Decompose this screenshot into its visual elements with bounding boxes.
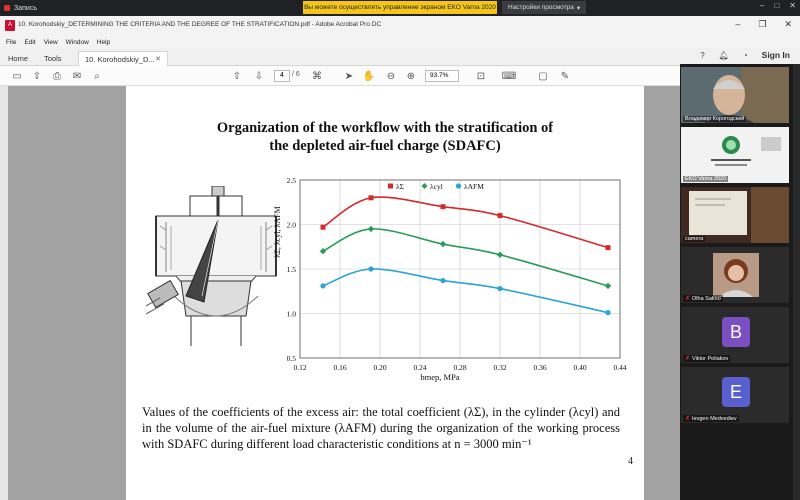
x-tick-label: 0.40 <box>573 363 587 372</box>
record-icon <box>4 5 10 11</box>
acrobat-window-controls <box>735 19 792 30</box>
y-tick-label: 2.5 <box>286 176 296 185</box>
remote-control-banner: Вы можете осуществлять управление экраном EKO Varna 2020 <box>303 1 497 14</box>
tab-bar-right <box>700 50 790 60</box>
tab-tools[interactable]: Tools <box>44 54 62 63</box>
recording-label: Запись <box>14 4 37 12</box>
y-tick-label: 1.5 <box>286 265 296 274</box>
save-icon[interactable]: ▭ <box>12 70 22 82</box>
slide-caption: Values of the coefficients of the excess air: the total coefficient (λΣ), in the cylinder (λcyl) and in the volume of the air-fuel mixture (λAFM) during the organization of the working process with SDAFC during different load characteristic conditions at n = 3000 min⁻¹ <box>142 405 620 451</box>
previous-page-icon[interactable]: ⇧ <box>232 70 242 82</box>
zoom-top-bar <box>0 0 800 16</box>
tab-document[interactable] <box>78 51 168 66</box>
maximize-icon[interactable]: □ <box>774 1 780 10</box>
y-tick-label: 1.0 <box>286 309 296 319</box>
data-point <box>606 245 611 250</box>
series-line <box>323 197 608 248</box>
left-panel-toggle[interactable] <box>0 86 8 500</box>
next-page-icon[interactable]: ⇩ <box>254 70 264 82</box>
sign-in-button[interactable]: Sign In <box>761 50 790 60</box>
chart-series <box>320 195 611 315</box>
close-icon[interactable]: ✕ <box>155 56 161 63</box>
participant-tile[interactable] <box>680 306 790 364</box>
select-tool-icon[interactable]: ➤ <box>344 70 354 82</box>
chevron-down-icon: ▾ <box>576 4 581 12</box>
search-icon[interactable]: ⌕ <box>94 70 100 82</box>
recording-indicator[interactable] <box>4 2 37 14</box>
x-tick-label: 0.16 <box>333 363 347 372</box>
data-point <box>441 204 446 209</box>
slide-title-line-2: the depleted air-fuel charge (SDAFC) <box>269 138 501 154</box>
legend-label: λAFM <box>464 182 484 191</box>
zoom-in-icon[interactable]: ⊕ <box>406 70 416 82</box>
data-point <box>497 286 502 291</box>
legend-marker <box>456 183 461 188</box>
legend-marker <box>388 184 393 189</box>
menu-window[interactable]: Window <box>65 38 89 46</box>
participant-name: ✗ Olha Sakno <box>685 295 721 302</box>
minimize-icon[interactable]: – <box>760 1 765 10</box>
menu-file[interactable]: File <box>6 38 17 46</box>
page-number-input[interactable]: 4 <box>274 70 290 82</box>
participant-tile[interactable] <box>680 66 790 124</box>
tab-document-label: 10. Korohodskiy_D... <box>85 54 155 64</box>
data-point <box>605 310 610 315</box>
restore-icon[interactable]: ❐ <box>758 19 767 29</box>
acrobat-app-icon: A <box>5 20 15 31</box>
mic-muted-icon: ✗ <box>685 356 691 362</box>
x-tick-label: 0.20 <box>373 363 387 372</box>
slide-page-number: 4 <box>628 456 633 467</box>
legend-label: λcyl <box>430 182 443 191</box>
series-line <box>323 229 608 286</box>
x-tick-label: 0.12 <box>293 363 307 372</box>
window-title: 10. Korohodskiy_DETERMINING THE CRITERIA AND THE DEGREE OF THE STRATIFICATION.pdf - Adobe Acrobat Pro DC <box>18 21 382 28</box>
help-icon[interactable]: ? <box>700 50 705 60</box>
bell-icon[interactable]: ◔ <box>742 50 748 60</box>
participant-name: ✗ Viktor Poliakov <box>685 355 729 362</box>
participant-avatar: E <box>722 377 750 407</box>
menu-help[interactable]: Help <box>96 38 111 46</box>
y-tick-label: 0.5 <box>286 354 296 363</box>
page-total: / 6 <box>292 71 300 78</box>
chart-axes <box>287 176 627 372</box>
y-axis-label: λΣ, λcyl, λAFM <box>273 206 282 258</box>
menu-edit[interactable]: Edit <box>24 38 36 46</box>
notifications-icon[interactable]: 🔔︎ <box>718 50 729 60</box>
data-point <box>440 278 445 283</box>
data-point <box>321 225 326 230</box>
view-settings-button[interactable] <box>502 1 586 14</box>
view-settings-label: Настройки просмотра <box>508 4 574 11</box>
data-point <box>368 226 374 232</box>
participant-tile[interactable] <box>680 186 790 244</box>
chart-legend <box>388 182 484 191</box>
data-point <box>605 283 611 289</box>
mic-muted-icon: ✗ <box>685 416 691 422</box>
minimize-icon[interactable]: – <box>735 19 741 29</box>
x-tick-label: 0.28 <box>453 363 467 372</box>
scroll-mode-icon[interactable]: ⌘ <box>312 70 322 82</box>
close-icon[interactable]: ✕ <box>784 19 792 29</box>
print-icon[interactable]: ⎙ <box>53 70 61 82</box>
close-icon[interactable]: ✕ <box>789 1 796 10</box>
data-point <box>320 283 325 288</box>
participant-tile[interactable] <box>680 366 790 424</box>
data-point <box>497 252 503 258</box>
data-point <box>369 195 374 200</box>
comment-icon[interactable]: ▢ <box>538 70 548 82</box>
slide-title <box>126 119 644 155</box>
mic-muted-icon: ✗ <box>685 296 691 302</box>
pdf-page <box>126 86 644 500</box>
participant-avatar: B <box>722 317 750 347</box>
data-point <box>320 248 326 254</box>
x-axis-label: bmep, MPa <box>420 372 460 382</box>
x-tick-label: 0.36 <box>533 363 547 372</box>
zoom-window-controls <box>760 1 796 10</box>
x-tick-label: 0.32 <box>493 363 507 372</box>
menu-view[interactable]: View <box>43 38 58 46</box>
x-tick-label: 0.24 <box>413 363 427 372</box>
participant-tile[interactable] <box>680 246 790 304</box>
participants-scrollbar[interactable] <box>793 64 800 500</box>
engine-cross-section-figure <box>146 186 286 356</box>
data-point <box>440 241 446 247</box>
zoom-out-icon[interactable]: ⊖ <box>386 70 396 82</box>
zoom-level-select[interactable]: 93.7% <box>425 70 459 82</box>
hand-tool-icon[interactable]: ✋ <box>362 70 376 82</box>
pen-icon[interactable]: ✎ <box>560 70 570 82</box>
participant-tile[interactable] <box>680 126 790 184</box>
legend-marker <box>422 183 428 189</box>
participant-name: camera <box>685 236 704 242</box>
upload-icon[interactable]: ⇪ <box>32 70 42 82</box>
keyboard-icon[interactable]: ⌨ <box>501 70 517 82</box>
chart-grid <box>300 180 620 358</box>
menu-bar <box>0 36 800 48</box>
lambda-chart <box>270 172 630 382</box>
series-line <box>323 269 608 313</box>
x-tick-label: 0.44 <box>613 363 627 372</box>
y-tick-label: 2.0 <box>286 220 296 230</box>
email-icon[interactable]: ✉ <box>72 70 82 82</box>
participant-name: EKO Varna 2020 <box>685 176 727 182</box>
data-point <box>368 266 373 271</box>
acrobat-title-bar <box>0 16 800 36</box>
fit-page-icon[interactable]: ⊡ <box>476 70 486 82</box>
slide-title-line-1: Organization of the workflow with the stratification of <box>216 120 554 136</box>
tab-home[interactable]: Home <box>8 54 29 63</box>
participant-name: ✗ Ievgen Medvediev <box>685 415 737 422</box>
participant-name: Владимир Корогодский <box>685 116 745 122</box>
data-point <box>498 213 503 218</box>
legend-label: λΣ <box>396 182 405 191</box>
